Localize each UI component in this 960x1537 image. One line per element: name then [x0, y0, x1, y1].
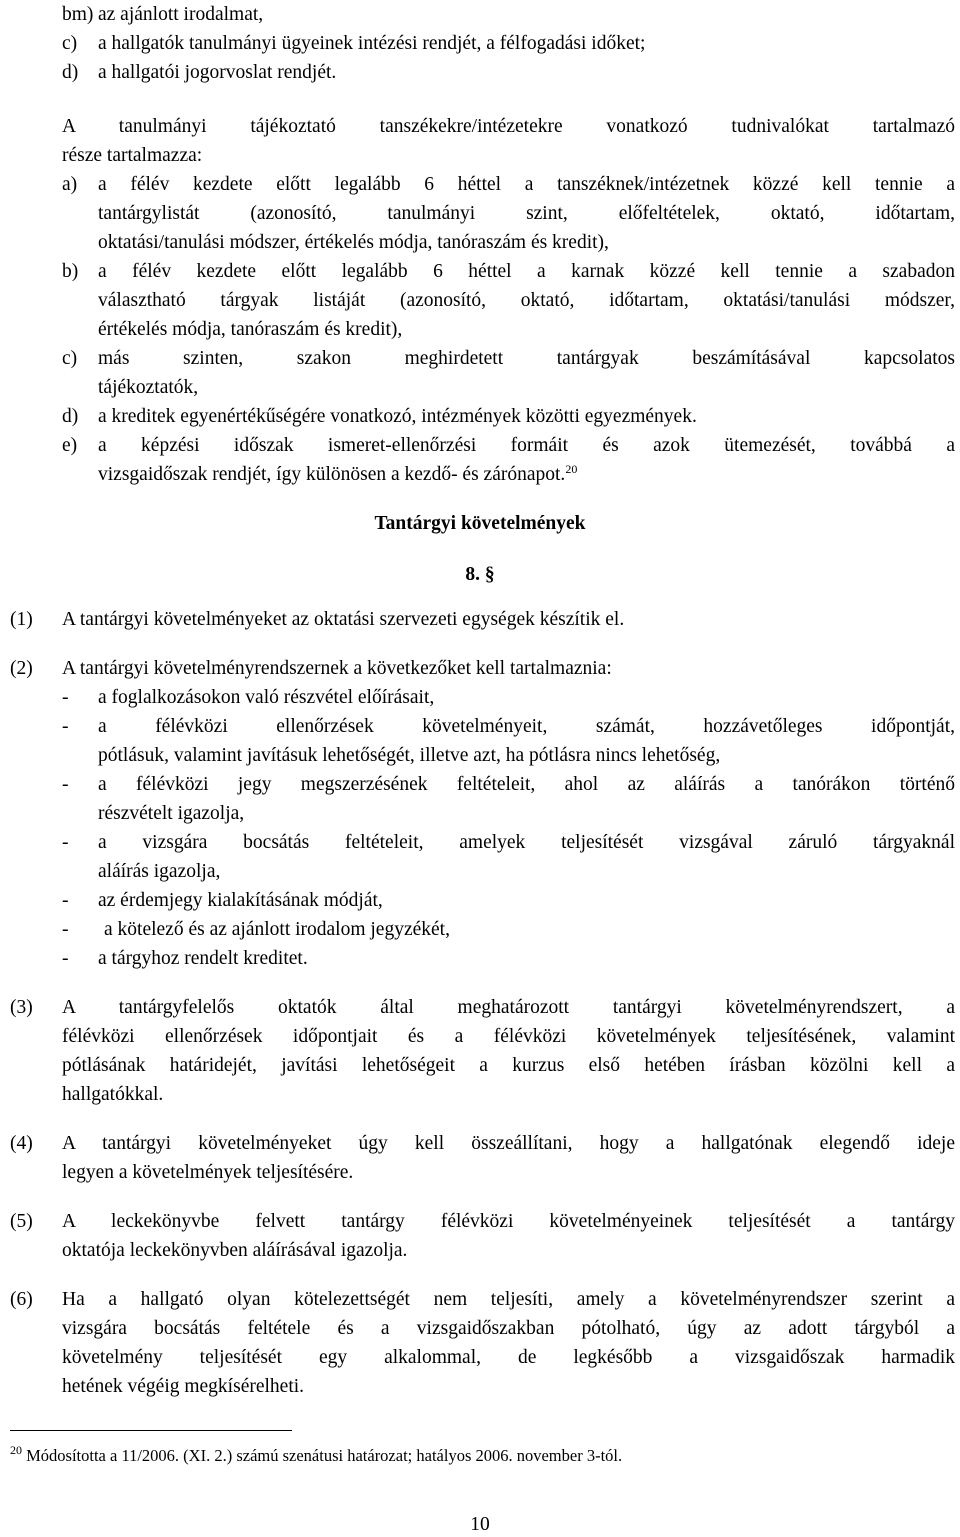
item-line: a félév kezdete előtt legalább 6 héttel a karnak közzé kell tennie a szabadon [98, 261, 955, 282]
paragraph-line: A tantárgyi követelményeket az oktatási szervezeti egységek készítik el. [62, 609, 625, 630]
paragraph-line: hallgatókkal. [62, 1084, 164, 1105]
dash: - [62, 919, 69, 940]
bullet-line: pótlásuk, valamint javításuk lehetőségét, illetve azt, ha pótlásra nincs lehetőség, [98, 745, 721, 766]
dash: - [62, 890, 69, 911]
bullet-line: a foglalkozásokon való részvétel előírásait, [98, 687, 435, 708]
paragraph-number: (6) [10, 1289, 33, 1310]
bullet-line: a félévközi ellenőrzések követelményeit, számát, hozzávetőleges időpontját, [98, 716, 955, 737]
paragraph-number: (3) [10, 997, 33, 1018]
bullet-line: a tárgyhoz rendelt kreditet. [98, 948, 308, 969]
item-line: választható tárgyak listáját (azonosító, oktató, időtartam, oktatási/tanulási módszer, [98, 290, 955, 311]
bullet-line: a kötelező és az ajánlott irodalom jegyzékét, [104, 919, 450, 940]
item-line: a kreditek egyenértékűségére vonatkozó, intézmények közötti egyezmények. [98, 406, 697, 427]
footnote-separator [10, 1430, 292, 1431]
list-marker: d) [62, 62, 79, 83]
paragraph-number: (1) [10, 609, 33, 630]
list-item: a hallgatók tanulmányi ügyeinek intézési rendjét, a félfogadási időket; [98, 33, 646, 54]
footnote-ref: 20 [565, 462, 578, 476]
section-number: 8. [465, 564, 480, 585]
item-line: oktatási/tanulási módszer, értékelés módja, tanóraszám és kredit), [98, 232, 609, 253]
paragraph-line: oktatója leckekönyvben aláírásával igazolja. [62, 1240, 408, 1261]
section-heading: Tantárgyi követelmények [374, 513, 586, 534]
item-marker: b) [62, 261, 79, 282]
paragraph-number: (4) [10, 1133, 33, 1154]
section-sign: § [484, 564, 495, 585]
item-line: tájékoztatók, [98, 377, 199, 398]
paragraph-line: A leckekönyvbe felvett tantárgy félévközi követelményeinek teljesítését a tantárgy [62, 1211, 955, 1232]
item-marker: c) [62, 348, 78, 369]
paragraph-line: A tantárgyi követelményrendszernek a következőket kell tartalmaznia: [62, 658, 612, 679]
list-marker: c) [62, 33, 78, 54]
item-marker: e) [62, 435, 78, 456]
footnote-number: 20 [10, 1443, 22, 1457]
dash: - [62, 832, 69, 853]
bullet-line: aláírás igazolja, [98, 861, 221, 882]
list-marker: bm) [62, 4, 94, 25]
bullet-line: részvételt igazolja, [98, 803, 245, 824]
item-line: értékelés módja, tanóraszám és kredit), [98, 319, 403, 340]
dash: - [62, 774, 69, 795]
paragraph-line: vizsgára bocsátás feltétele és a vizsgaidőszakban pótolható, úgy az adott tárgyból a [62, 1318, 955, 1339]
item-line: a képzési időszak ismeret-ellenőrzési formáit és azok ütemezését, továbbá a [98, 435, 955, 456]
paragraph-line: pótlásának határidejét, javítási lehetőségeit a kurzus első hetében írásban közölni kell a [62, 1055, 955, 1076]
bullet-line: az érdemjegy kialakításának módját, [98, 890, 383, 911]
paragraph-line: hetének végéig megkísérelheti. [62, 1376, 305, 1397]
paragraph-number: (2) [10, 658, 33, 679]
item-line: vizsgaidőszak rendjét, így különösen a kezdő- és zárónapot. [98, 464, 566, 485]
paragraph-line: félévközi ellenőrzések időpontjait és a félévközi követelmények teljesítésének, valamint [62, 1026, 955, 1047]
dash: - [62, 687, 69, 708]
paragraph-line: A tantárgyi követelményeket úgy kell összeállítani, hogy a hallgatónak elegendő ideje [62, 1133, 955, 1154]
list-item: az ajánlott irodalmat, [98, 4, 264, 25]
item-marker: d) [62, 406, 79, 427]
bullet-line: a vizsgára bocsátás feltételeit, amelyek teljesítését vizsgával záruló tárgyaknál [98, 832, 955, 853]
page-number: 10 [470, 1514, 490, 1535]
item-marker: a) [62, 174, 78, 195]
list-item: a hallgatói jogorvoslat rendjét. [98, 62, 337, 83]
intro-line: része tartalmazza: [62, 145, 203, 166]
intro-line: A tanulmányi tájékoztató tanszékekre/intézetekre vonatkozó tudnivalókat tartalmazó [62, 116, 955, 137]
paragraph-number: (5) [10, 1211, 33, 1232]
paragraph-line: Ha a hallgató olyan kötelezettségét nem teljesíti, amely a követelményrendszer szerint a [62, 1289, 955, 1310]
item-line: tantárgylistát (azonosító, tanulmányi szint, előfeltételek, oktató, időtartam, [98, 203, 955, 224]
item-line: a félév kezdete előtt legalább 6 héttel a tanszéknek/intézetnek közzé kell tennie a [98, 174, 955, 195]
paragraph-line: követelmény teljesítését egy alkalommal, de legkésőbb a vizsgaidőszak harmadik [62, 1347, 955, 1368]
item-line: más szinten, szakon meghirdetett tantárgyak beszámításával kapcsolatos [98, 348, 955, 369]
paragraph-line: legyen a követelmények teljesítésére. [62, 1162, 354, 1183]
footnote-text: Módosította a 11/2006. (XI. 2.) számú szenátusi határozat; hatályos 2006. november 3-tól. [26, 1446, 623, 1465]
dash: - [62, 716, 69, 737]
dash: - [62, 948, 69, 969]
bullet-line: a félévközi jegy megszerzésének feltételeit, ahol az aláírás a tanórákon történő [98, 774, 955, 795]
paragraph-line: A tantárgyfelelős oktatók által meghatározott tantárgyi követelményrendszert, a [62, 997, 955, 1018]
